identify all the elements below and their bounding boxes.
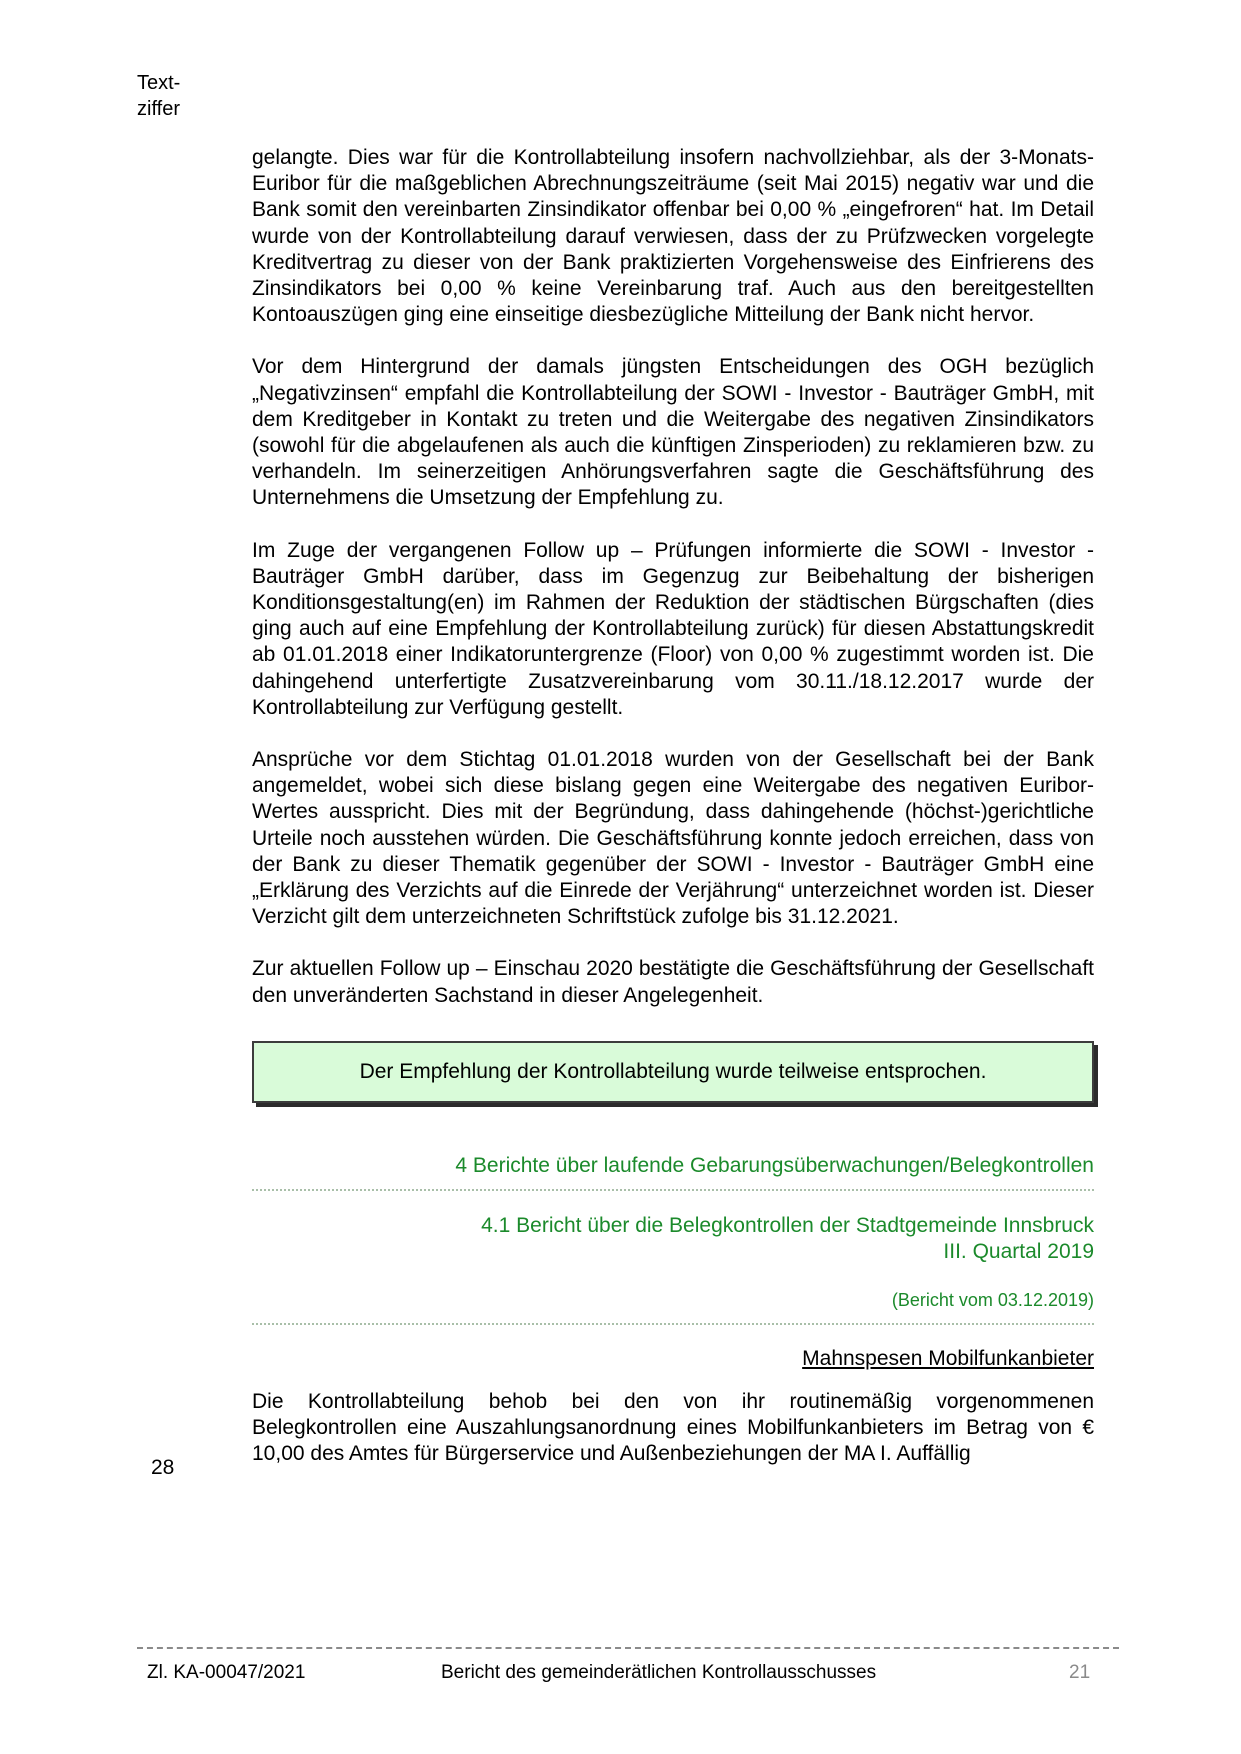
- paragraph-1: gelangte. Dies war für die Kontrollabteilung insofern nachvollziehbar, als der 3-Monats-Euribor für die maßgeblichen Abrechnungszeiträume (seit Mai 2015) negativ war und die Bank somit den vereinbarten Zinsindikator offenbar bei 0,00 % „eingefroren“ hat. Im Detail wurde von der Kontrollabteilung darauf verwiesen, dass der zu Prüfzwecken vorgelegte Kreditvertrag zu dieser von der Bank praktizierten Vorgehensweise des Einfrierens des Zinsindikators bei 0,00 % keine Vereinbarung traf. Auch aus den bereitgestellten Kontoauszügen ging eine einseitige diesbezügliche Mitteilung der Bank nicht hervor.: [252, 146, 1094, 327]
- paragraph-5: Zur aktuellen Follow up – Einschau 2020 bestätigte die Geschäftsführung der Gesellschaft den unveränderten Sachstand in dieser Angelegenheit.: [252, 957, 1094, 1007]
- main-content: [252, 145, 1094, 1494]
- footer-reference: Zl. KA-00047/2021: [147, 1662, 306, 1683]
- text-number: 28: [151, 1456, 175, 1479]
- numbered-item-text: Die Kontrollabteilung behob bei den von ihr routinemäßig vorgenommenen Belegkontrollen eine Auszahlungsanordnung eines Mobilfunkanbieters im Betrag von € 10,00 des Amtes für Bürgerservice und Außenbeziehungen der MA I. Auffällig: [252, 1389, 1094, 1466]
- section-heading: 4 Berichte über laufende Gebarungsüberwachungen/Belegkontrollen: [455, 1153, 1094, 1177]
- paragraph-2: Vor dem Hintergrund der damals jüngsten Entscheidungen des OGH bezüglich „Negativzinsen“ empfahl die Kontrollabteilung der SOWI - Investor - Bauträger GmbH, mit dem Kreditgeber in Kontakt zu treten und die Weitergabe des negativen Zinsindikators (sowohl für die abgelaufenen als auch die künftigen Zinsperioden) zu reklamieren bzw. zu verhandeln. Im seinerzeitigen Anhörungsverfahren sagte die Geschäftsführung des Unternehmens die Umsetzung der Empfehlung zu.: [252, 355, 1094, 510]
- footer-divider: [137, 1647, 1119, 1649]
- paragraph-4: Ansprüche vor dem Stichtag 01.01.2018 wurden von der Gesellschaft bei der Bank angemeldet, wobei sich diese bislang gegen eine Weitergabe des negativen Euribor-Wertes ausspricht. Dies mit der Begründung, dass dahingehende (höchst-)gerichtliche Urteile noch ausstehen würden. Die Geschäftsführung konnte jedoch erreichen, dass von der Bank zu dieser Thematik gegenüber der SOWI - Investor - Bauträger GmbH eine „Erklärung des Verzichts auf die Einrede der Verjährung“ unterzeichnet worden ist. Dieser Verzicht gilt dem unterzeichneten Schriftstück zufolge bis 31.12.2021.: [252, 748, 1094, 929]
- recommendation-result-box: [252, 1041, 1094, 1103]
- subsection-divider: [252, 1323, 1094, 1325]
- subsection-heading: 4.1 Bericht über die Belegkontrollen der Stadtgemeinde Innsbruck III. Quartal 2019: [481, 1213, 1094, 1263]
- section-divider: [252, 1189, 1094, 1191]
- topic-heading: Mahnspesen Mobilfunkanbieter: [802, 1346, 1094, 1370]
- page-number: 21: [1069, 1662, 1091, 1683]
- recommendation-result-text: Der Empfehlung der Kontrollabteilung wurde teilweise entsprochen.: [359, 1059, 987, 1083]
- footer-title: Bericht des gemeinderätlichen Kontrollausschusses: [441, 1662, 877, 1683]
- paragraph-3: Im Zuge der vergangenen Follow up – Prüfungen informierte die SOWI - Investor - Bauträger GmbH darüber, dass im Gegenzug zur Beibehaltung der bisherigen Konditionsgestaltung(en) im Rahmen der Reduktion der städtischen Bürgschaften (dies ging auch auf eine Empfehlung der Kontrollabteilung zurück) für diesen Abstattungskredit ab 01.01.2018 einer Indikatoruntergrenze (Floor) von 0,00 % zugestimmt worden ist. Die dahingehend unterfertigte Zusatzvereinbarung vom 30.11./18.12.2017 wurde der Kontrollabteilung zur Verfügung gestellt.: [252, 538, 1094, 719]
- margin-label-textziffer: Text- ziffer: [137, 72, 181, 120]
- report-date: (Bericht vom 03.12.2019): [891, 1289, 1094, 1310]
